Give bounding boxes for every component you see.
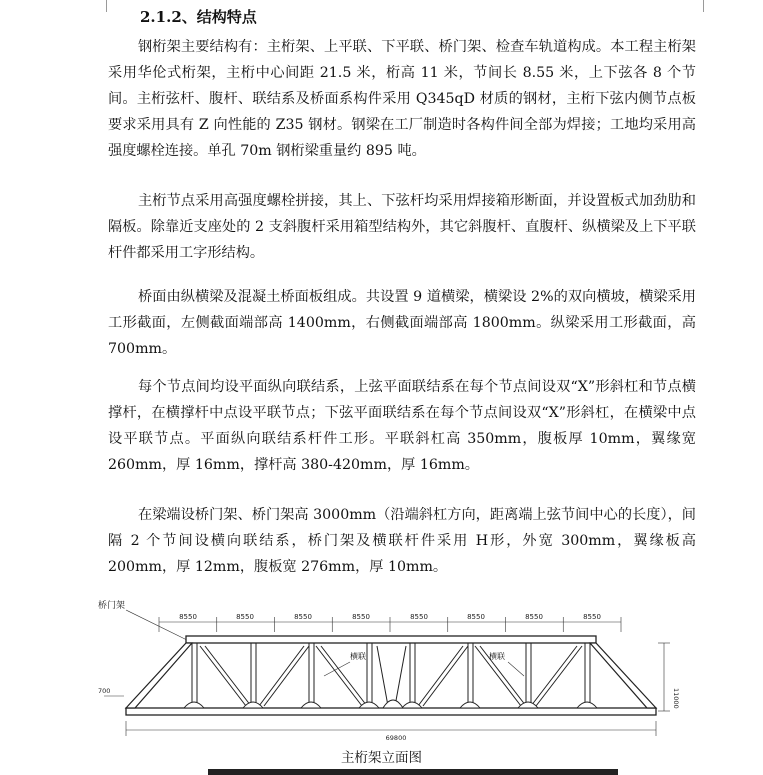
panel-dim-5: 8550	[410, 613, 428, 621]
upper-chord	[186, 636, 596, 643]
lower-chord	[126, 708, 656, 715]
next-figure-top-edge	[208, 769, 618, 775]
left-end-post	[126, 643, 192, 708]
truss-elevation-drawing	[96, 596, 686, 746]
top-dimension-ticks	[159, 617, 621, 632]
brace-label-left: 横联	[350, 652, 366, 661]
panel-dim-4: 8550	[352, 613, 370, 621]
panel-dim-7: 8550	[525, 613, 543, 621]
right-height-dim: 11000	[672, 688, 680, 709]
panel-dim-2: 8550	[236, 613, 254, 621]
section-heading: 2.1.2、结构特点	[140, 8, 257, 26]
panel-dim-1: 8550	[179, 613, 197, 621]
panel-dim-3: 8550	[294, 613, 312, 621]
paragraph-main-structure: 钢桁架主要结构有：主桁架、上平联、下平联、桥门架、检查车轨道构成。本工程主桁架采用华伦式桁架，主桁中心间距 21.5 米，桁高 11 米，节间长 8.55 米，上下弦各 8 个节间。主桁弦杆、腹杆、联结系及桥面系构件采用 Q345qD 材质的钢材，主桁下弦内侧节点板要求采用具有 Z 向性能的 Z35 钢材。钢梁在工厂制造时各构件间全部为焊接；工地均采用高强度螺栓连接。单孔 70m 钢桁梁重量约 895 吨。	[108, 39, 696, 159]
page-corner-mark-left	[92, 0, 107, 12]
paragraph-portal-frame: 在梁端设桥门架、桥门架高 3000mm（沿端斜杠方向，距离端上弦节间中心的长度），间隔 2 个节间设横向联结系，桥门架及横联杆件采用 H形，外宽 300mm，翼缘板高 200mm，厚 12mm，腹板宽 276mm，厚 10mm。	[108, 507, 696, 575]
brace-label-right: 横联	[489, 652, 505, 661]
total-length-dim: 69800	[385, 734, 407, 742]
paragraph-node-connection: 主桁节点采用高强度螺栓拼接，其上、下弦杆均采用焊接箱形断面，并设置板式加劲肋和隔板。除靠近支座处的 2 支斜腹杆采用箱型结构外，其它斜腹杆、直腹杆、纵横梁及上下平联杆件都采用工字形结构。	[108, 193, 696, 261]
truss-web-members	[192, 643, 590, 708]
left-height-dim: 700	[98, 687, 111, 695]
brace-leader-right	[508, 662, 524, 676]
paragraph-lateral-bracing: 每个节点间均设平面纵向联结系，上弦平面联结系在每个节点间设双“X”形斜杠和节点横撑杆，在横撑杆中点设平联节点；下弦平面联结系在每个节点间设双“X”形斜杠，在横梁中点设平联节点。平面纵向联结系杆件工形。平联斜杠高 350mm，腹板厚 10mm，翼缘宽 260mm，厚 16mm，撑杆高 380-420mm，厚 16mm。	[108, 379, 696, 473]
paragraph-deck-system: 桥面由纵横梁及混凝土桥面板组成。共设置 9 道横梁，横梁设 2%的双向横坡，横梁采用工形截面，左侧截面端部高 1400mm，右侧截面端部高 1800mm。纵梁采用工形截面，高 700mm。	[108, 289, 696, 357]
panel-dim-6: 8550	[467, 613, 485, 621]
page-corner-mark-right	[703, 0, 718, 12]
right-end-post	[590, 643, 656, 708]
portal-frame-label: 桥门架	[98, 601, 126, 611]
panel-dim-8: 8550	[583, 613, 601, 621]
figure-caption: 主桁架立面图	[341, 750, 422, 766]
